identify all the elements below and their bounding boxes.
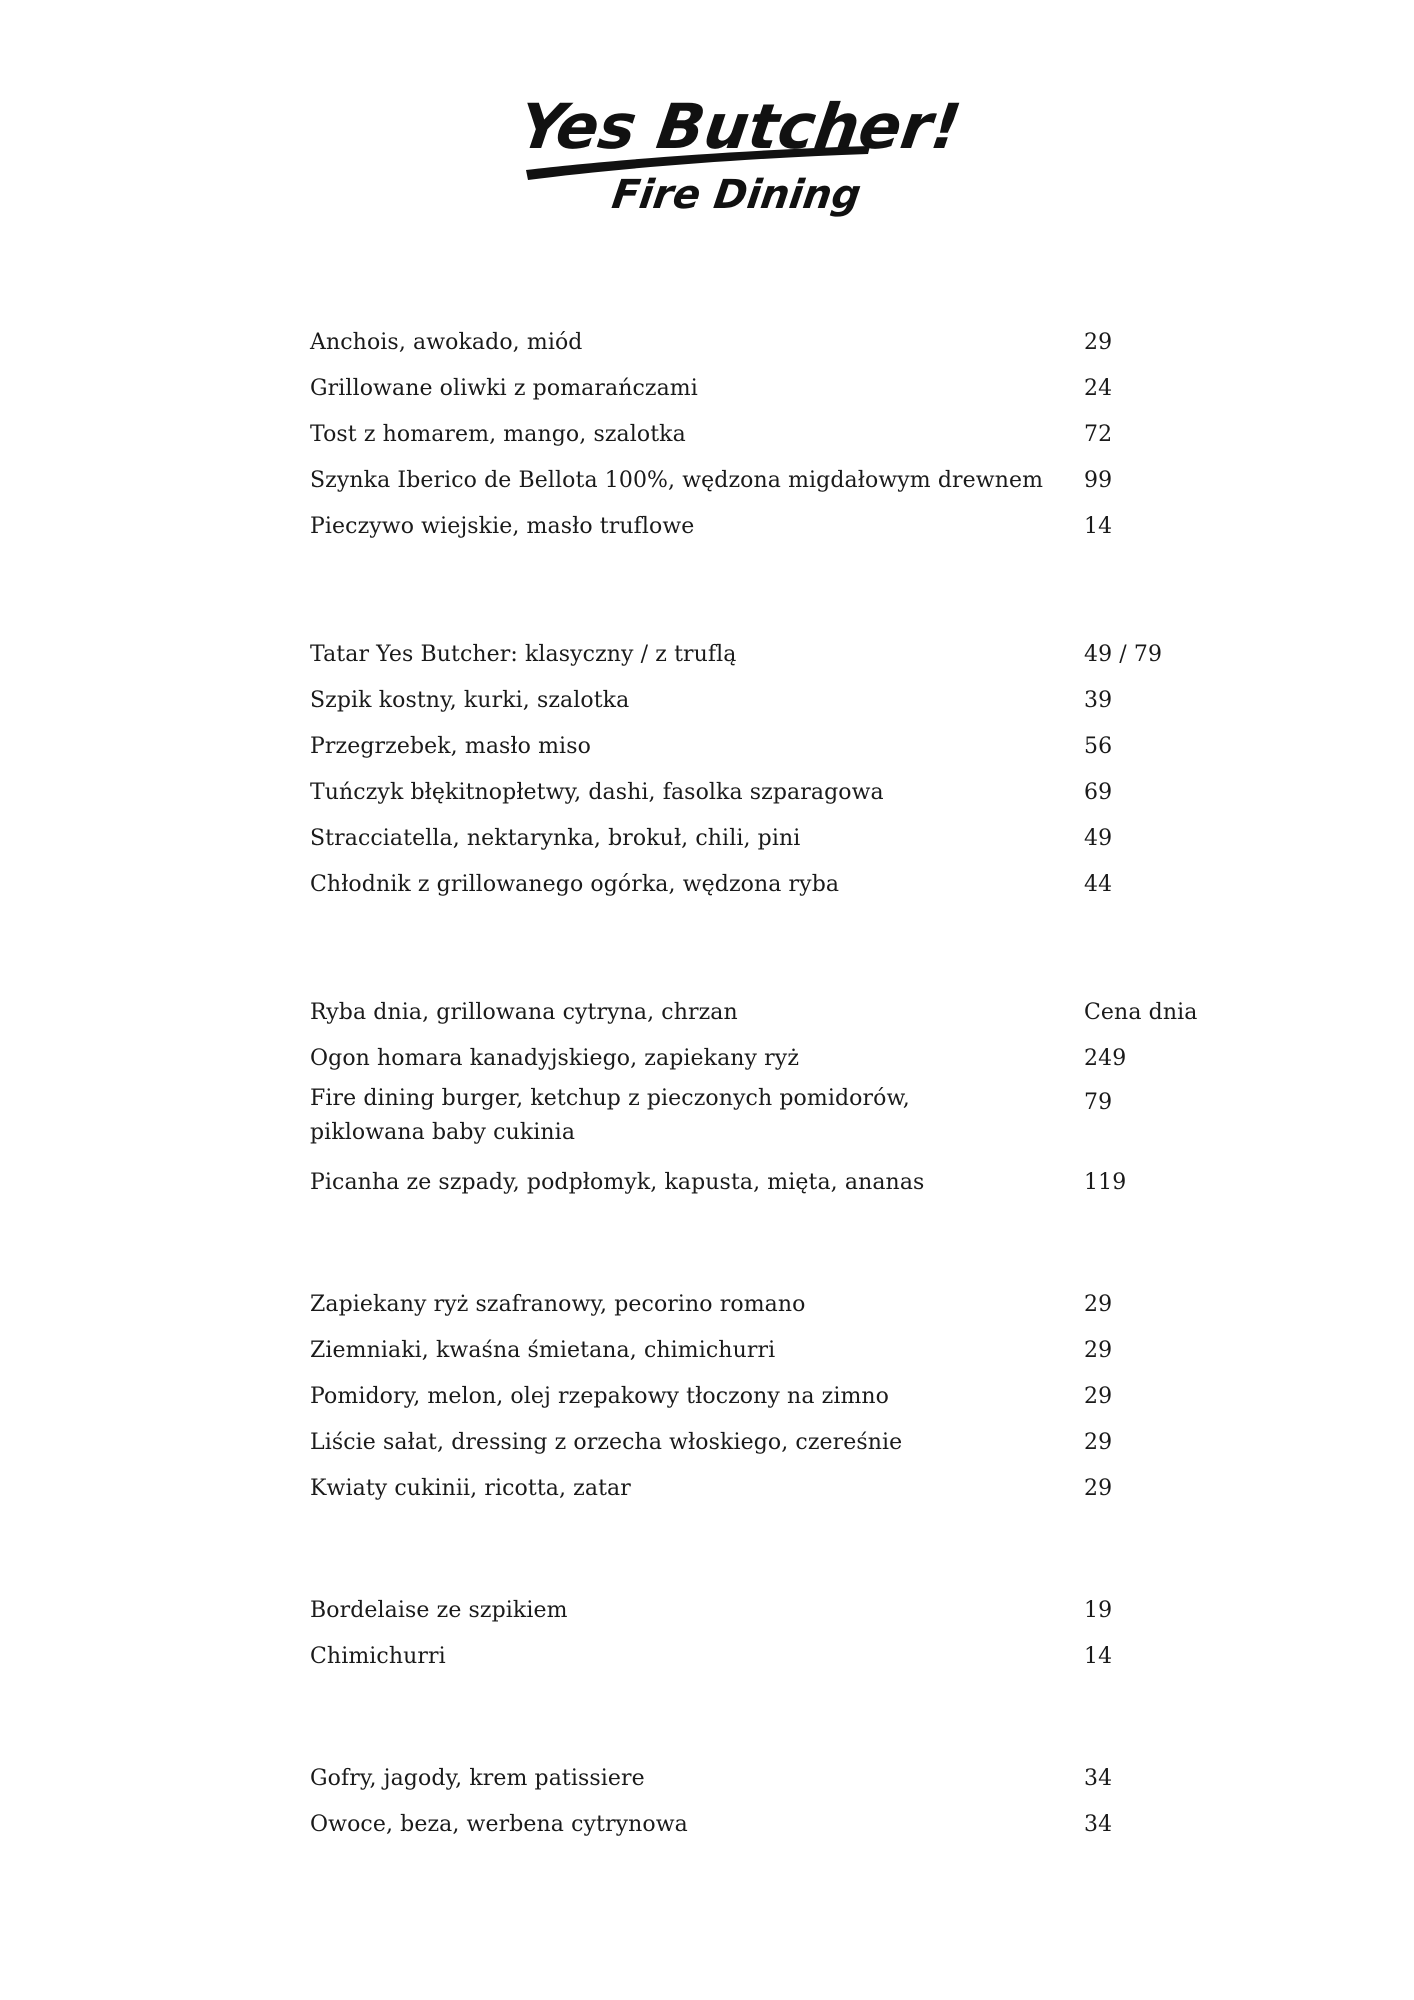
item-name: Ogon homara kanadyjskiego, zapiekany ryż xyxy=(310,1046,800,1071)
menu-item xyxy=(310,1634,1210,1680)
menu-item xyxy=(310,504,1210,550)
item-name: Szpik kostny, kurki, szalotka xyxy=(310,688,630,713)
item-price: 39 xyxy=(1084,688,1113,713)
item-name: Liście sałat, dressing z orzecha włoskiego, czereśnie xyxy=(310,1430,903,1455)
menu-item xyxy=(310,990,1210,1036)
menu-section-cold-dishes xyxy=(310,632,1210,908)
menu-item xyxy=(310,1802,1210,1848)
item-price: 29 xyxy=(1084,1338,1113,1363)
menu-item xyxy=(310,1160,1210,1206)
item-price: 119 xyxy=(1084,1170,1127,1195)
item-price: 34 xyxy=(1084,1766,1113,1791)
logo-line2: Fire Dining xyxy=(609,172,864,218)
item-name: Chłodnik z grillowanego ogórka, wędzona ryba xyxy=(310,872,840,897)
item-name: Ziemniaki, kwaśna śmietana, chimichurri xyxy=(310,1338,776,1363)
menu-item xyxy=(310,412,1210,458)
item-price: 29 xyxy=(1084,1476,1113,1501)
menu-item xyxy=(310,1588,1210,1634)
item-name: Kwiaty cukinii, ricotta, zatar xyxy=(310,1476,631,1501)
item-name: Anchois, awokado, miód xyxy=(310,330,583,355)
item-price: 34 xyxy=(1084,1812,1113,1837)
item-price: 19 xyxy=(1084,1598,1113,1623)
menu-item xyxy=(310,1282,1210,1328)
menu-item xyxy=(310,1756,1210,1802)
menu-item xyxy=(310,458,1210,504)
item-name: Picanha ze szpady, podpłomyk, kapusta, mięta, ananas xyxy=(310,1170,925,1195)
item-price: 69 xyxy=(1084,780,1113,805)
item-name: Chimichurri xyxy=(310,1644,446,1669)
item-price: 72 xyxy=(1084,422,1113,447)
item-name: Pomidory, melon, olej rzepakowy tłoczony na zimno xyxy=(310,1384,890,1409)
item-price: 79 xyxy=(1084,1090,1113,1115)
menu-item xyxy=(310,1082,1210,1160)
item-price: 29 xyxy=(1084,1430,1113,1455)
item-name: Tatar Yes Butcher: klasyczny / z truflą xyxy=(310,642,737,667)
logo-graphic xyxy=(514,70,966,230)
item-name: Stracciatella, nektarynka, brokuł, chili, pini xyxy=(310,826,801,851)
item-price: 249 xyxy=(1084,1046,1127,1071)
item-name: Przegrzebek, masło miso xyxy=(310,734,591,759)
menu-section-sauces xyxy=(310,1588,1210,1680)
menu-item xyxy=(310,816,1210,862)
item-price: 56 xyxy=(1084,734,1113,759)
menu-item xyxy=(310,1420,1210,1466)
menu-item xyxy=(310,320,1210,366)
menu-item xyxy=(310,1328,1210,1374)
menu-item xyxy=(310,1374,1210,1420)
menu-item xyxy=(310,862,1210,908)
item-price: 24 xyxy=(1084,376,1113,401)
item-price: 49 xyxy=(1084,826,1113,851)
item-name: Ryba dnia, grillowana cytryna, chrzan xyxy=(310,1000,738,1025)
menu-section-mains xyxy=(310,990,1210,1206)
menu-section-desserts xyxy=(310,1756,1210,1848)
menu-item xyxy=(310,1466,1210,1512)
item-price: 29 xyxy=(1084,330,1113,355)
menu-item xyxy=(310,770,1210,816)
item-price: 29 xyxy=(1084,1384,1113,1409)
restaurant-logo xyxy=(514,70,966,230)
item-name xyxy=(310,1082,1050,1150)
item-name-line2: piklowana baby cukinia xyxy=(310,1120,576,1145)
menu-section-sides xyxy=(310,1282,1210,1512)
menu-item xyxy=(310,724,1210,770)
item-name: Zapiekany ryż szafranowy, pecorino romano xyxy=(310,1292,806,1317)
item-price: 14 xyxy=(1084,1644,1113,1669)
item-name-line1: Fire dining burger, ketchup z pieczonych pomidorów, xyxy=(310,1086,910,1111)
item-name: Szynka Iberico de Bellota 100%, wędzona migdałowym drewnem xyxy=(310,468,1044,493)
item-name: Gofry, jagody, krem patissiere xyxy=(310,1766,645,1791)
item-price: 29 xyxy=(1084,1292,1113,1317)
item-name: Owoce, beza, werbena cytrynowa xyxy=(310,1812,688,1837)
item-price: 49 / 79 xyxy=(1084,642,1163,667)
menu-item xyxy=(310,1036,1210,1082)
menu-section-starters xyxy=(310,320,1210,550)
item-name: Tost z homarem, mango, szalotka xyxy=(310,422,686,447)
item-name: Tuńczyk błękitnopłetwy, dashi, fasolka szparagowa xyxy=(310,780,884,805)
item-name: Pieczywo wiejskie, masło truflowe xyxy=(310,514,695,539)
item-name: Grillowane oliwki z pomarańczami xyxy=(310,376,698,401)
menu-item xyxy=(310,366,1210,412)
item-name: Bordelaise ze szpikiem xyxy=(310,1598,568,1623)
item-price: Cena dnia xyxy=(1084,1000,1198,1025)
item-price: 44 xyxy=(1084,872,1113,897)
item-price: 14 xyxy=(1084,514,1113,539)
menu xyxy=(310,320,1210,1848)
item-price: 99 xyxy=(1084,468,1113,493)
logo-line1: Yes Butcher! xyxy=(514,90,966,163)
menu-item xyxy=(310,632,1210,678)
menu-item xyxy=(310,678,1210,724)
